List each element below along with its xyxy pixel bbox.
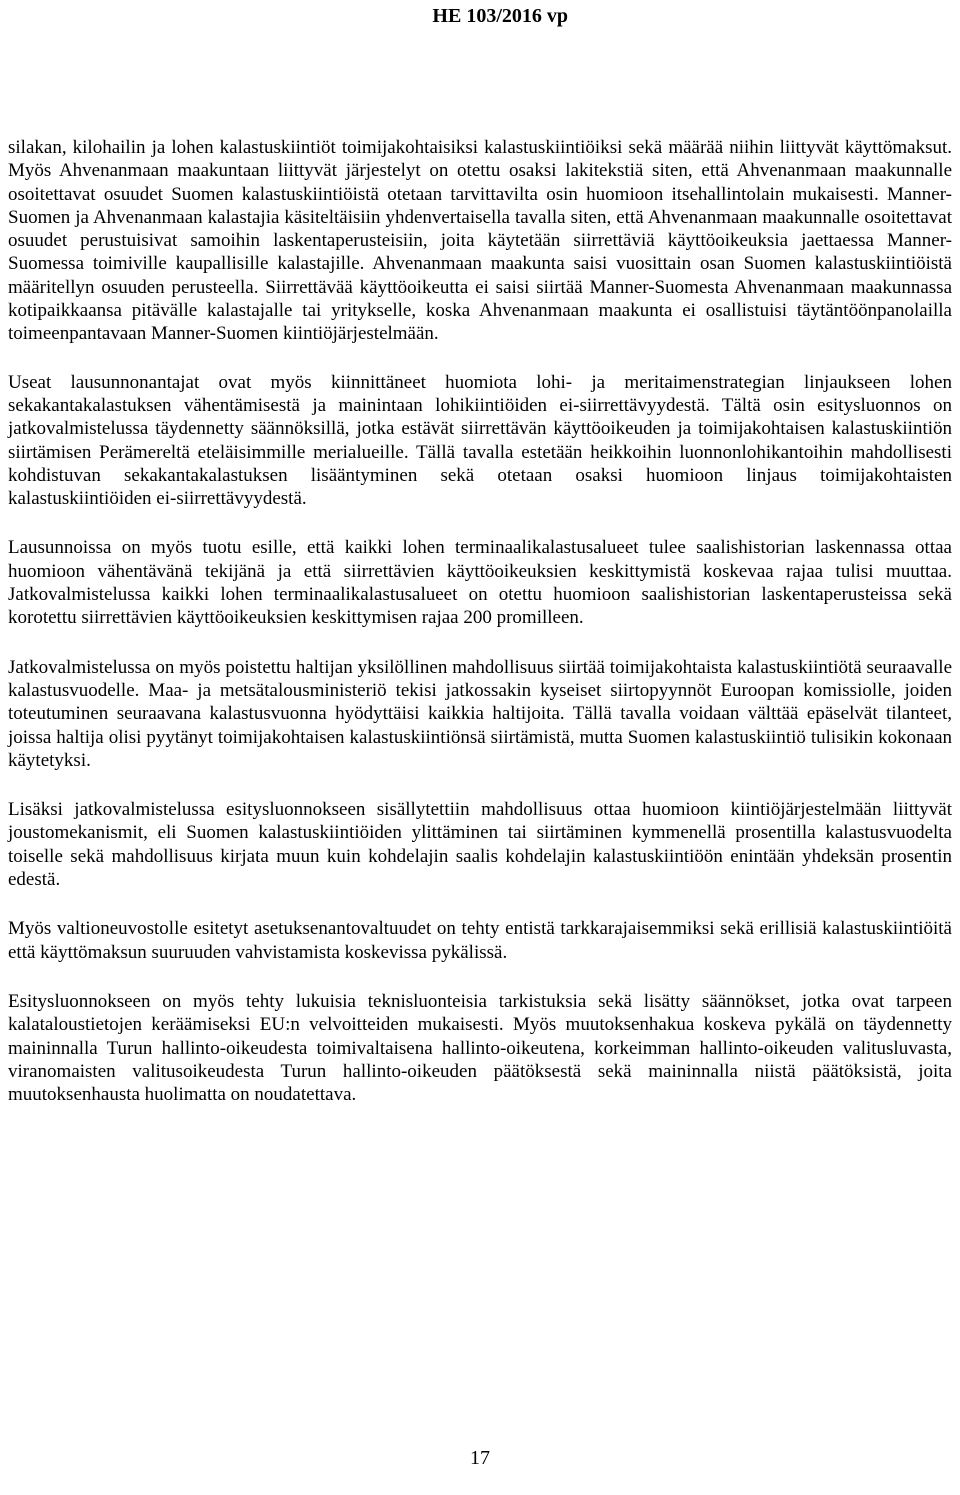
paragraph-6: Myös valtioneuvostolle esitetyt asetuksenantovaltuudet on tehty entistä tarkkarajaisemmiksi sekä erillisiä kalastuskiintiöitä että käyttömaksun suuruuden vahvistamista koskevissa pykälissä.	[8, 918, 952, 963]
page-number: 17	[470, 1447, 490, 1469]
document-id: HE 103/2016 vp	[432, 5, 568, 27]
paragraph-4: Jatkovalmistelussa on myös poistettu haltijan yksilöllinen mahdollisuus siirtää toimijakohtaista kalastuskiintiötä seuraavalle kalastusvuodelle. Maa- ja metsätalousministeriö tekisi jatkossakin kyseiset siirtopyynnöt Euroopan komissiolle, joiden toteutuminen seuraavana kalastusvuonna hyödyttäisi kaikkia haltijoita. Tällä tavalla voidaan välttää epäselvät tilanteet, joissa haltija olisi pyytänyt toimijakohtaisen kalastuskiintiönsä siirtämistä, mutta Suomen kalastuskiintiö tulisikin kokonaan käytetyksi.	[8, 656, 952, 771]
paragraph-2: Useat lausunnonantajat ovat myös kiinnittäneet huomiota lohi- ja meritaimenstrategian linjaukseen lohen sekakantakalastuksen vähentämisestä ja mainintaan lohikiintiöiden ei-siirrettävyydestä. Tältä osin esitysluonnos on jatkovalmistelussa täydennetty säännöksillä, jotka estävät siirrettävän käyttöoikeuden ja toimijakohtaisen kalastuskiintiön siirtämisen Perämereltä eteläisimmille merialueille. Tällä tavalla estetään heikkoihin luonnonlohikantoihin mahdollisesti kohdistuvan sekakantakalastuksen lisääntyminen sekä otetaan osaksi huomioon linjaus toimijakohtaisten kalastuskiintiöiden ei-siirrettävyydestä.	[8, 371, 952, 510]
paragraph-5: Lisäksi jatkovalmistelussa esitysluonnokseen sisällytettiin mahdollisuus ottaa huomioon kiintiöjärjestelmään liittyvät joustomekanismit, eli Suomen kalastuskiintiöiden ylittäminen tai siirtäminen kymmenellä prosentilla kalastusvuodelta toiselle sekä mahdollisuus kirjata muun kuin kohdelajin saalis kohdelajin kalastuskiintiöön enintään yhdeksän prosentin edestä.	[8, 799, 952, 891]
paragraph-3: Lausunnoissa on myös tuotu esille, että kaikki lohen terminaalikalastusalueet tulee saalishistorian laskennassa ottaa huomioon vähentävänä tekijänä ja että siirrettävien käyttöoikeuksien keskittymistä koskevaa rajaa tulisi muuttaa. Jatkovalmistelussa kaikki lohen terminaalikalastusalueet on otettu huomioon saalishistorian laskentaperusteissa sekä korotettu siirrettävien käyttöoikeuksien keskittymisen rajaa 200 promilleen.	[8, 537, 952, 629]
page-header	[0, 4, 960, 28]
body-text	[8, 136, 952, 1132]
paragraph-7: Esitysluonnokseen on myös tehty lukuisia teknisluonteisia tarkistuksia sekä lisätty säännökset, jotka ovat tarpeen kalataloustietojen keräämiseksi EU:n velvoitteiden mukaisesti. Myös muutoksenhakua koskeva pykälä on täydennetty maininnalla Turun hallinto-oikeudesta toimivaltaisena hallinto-oikeutena, korkeimman hallinto-oikeuden valitusluvasta, viranomaisten valitusoikeudesta Turun hallinto-oikeuden päätöksestä sekä maininnalla niistä päätöksistä, joita muutoksenhausta huolimatta on noudatettava.	[8, 990, 952, 1106]
paragraph-1: silakan, kilohailin ja lohen kalastuskiintiöt toimijakohtaisiksi kalastuskiintiöiksi sekä määrää niihin liittyvät käyttömaksut. Myös Ahvenanmaan maakuntaan liittyvät järjestelyt on otettu osaksi lakitekstiä siten, että Ahvenanmaan maakunnalle osoitettavat osuudet Suomen kalastuskiintiöistä otetaan tarvittavilta osin huomioon itsehallintolain mukaisesti. Manner-Suomen ja Ahvenanmaan kalastajia käsiteltäisiin yhdenvertaisella tavalla siten, että Ahvenanmaan maakunnalle osoitettavat osuudet perustuisivat samoihin laskentaperusteisiin, joita käytetään siirrettäviä käyttöoikeuksia jaettaessa Manner-Suomessa toimiville kaupallisille kalastajille. Ahvenanmaan maakunta saisi vuosittain osan Suomen kalastuskiintiöistä määritellyn osuuden perusteella. Siirrettävää käyttöoikeutta ei saisi siirtää Manner-Suomesta Ahvenanmaan maakunnassa kotipaikkaansa pitävälle kalastajalle tai yritykselle, koska Ahvenanmaan maakunta ei osallistuisi täytäntöönpanolailla toimeenpantavaan Manner-Suomen kiintiöjärjestelmään.	[8, 137, 952, 345]
